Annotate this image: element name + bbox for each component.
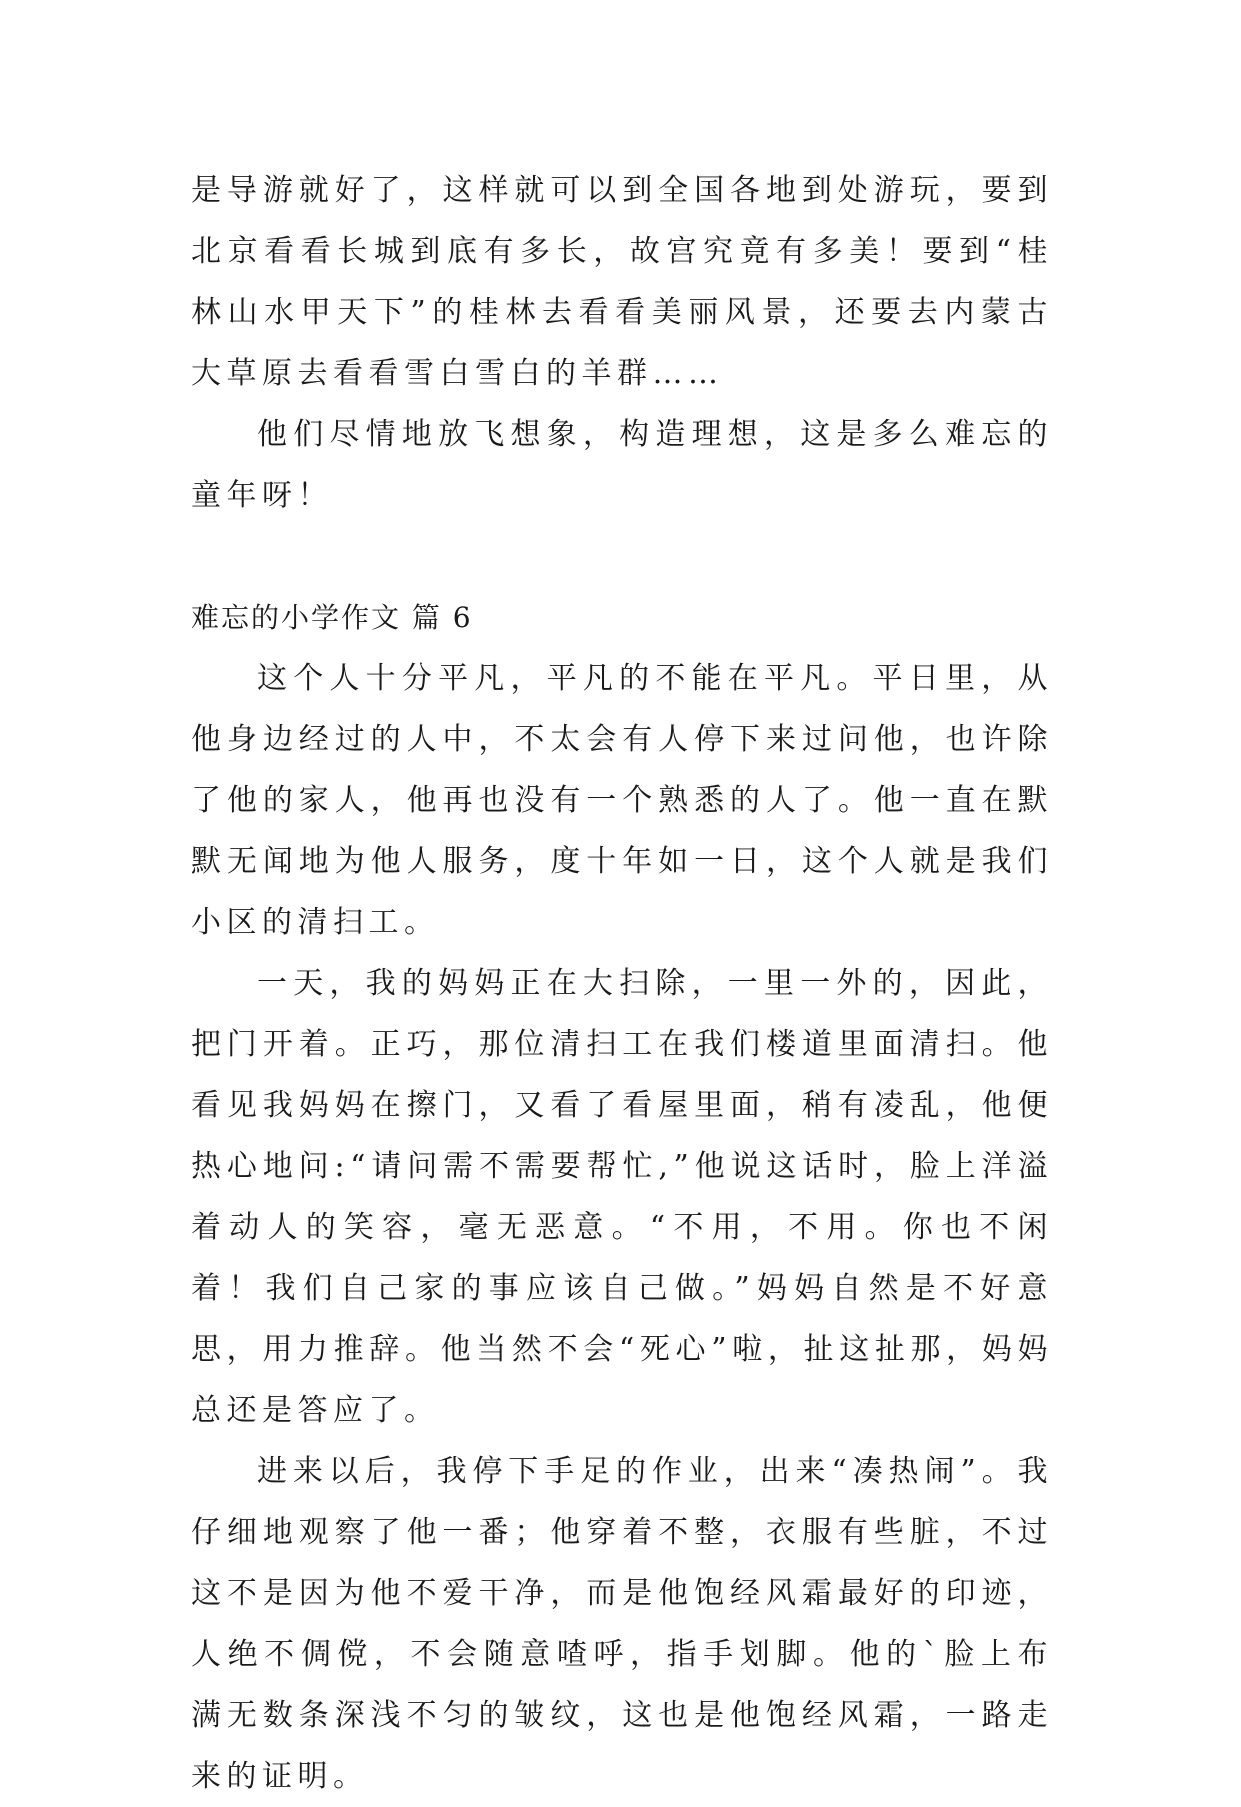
paragraph: 这个人十分平凡，平凡的不能在平凡。平日里，从他身边经过的人中，不太会有人停下来过问他，也许除了他的家人，他再也没有一个熟悉的人了。他一直在默默无闻地为他人服务，度十年如一日，这个人就是我们小区的清扫工。: [191, 661, 1053, 940]
document-body: [191, 160, 1053, 1807]
paragraph: 一天，我的妈妈正在大扫除，一里一外的，因此，把门开着。正巧，那位清扫工在我们楼道里面清扫。他看见我妈妈在擦门，又看了看屋里面，稍有凌乱，他便热心地问:“请问需不需要帮忙,”他说这话时，脸上洋溢着动人的笑容，毫无恶意。“不用，不用。你也不闲着！我们自己家的事应该自己做。”妈妈自然是不好意思，用力推辞。他当然不会“死心”啦，扯这扯那，妈妈总还是答应了。: [191, 966, 1053, 1428]
paragraph-continued: 是导游就好了，这样就可以到全国各地到处游玩，要到北京看看长城到底有多长，故宫究竟有多美！要到“桂林山水甲天下”的桂林去看看美丽风景，还要去内蒙古大草原去看看雪白雪白的羊群……: [191, 173, 1053, 391]
paragraph: 他们尽情地放飞想象，构造理想，这是多么难忘的童年呀！: [191, 417, 1053, 513]
section-gap: [191, 526, 1053, 587]
section-heading: 难忘的小学作文 篇 6: [191, 601, 473, 634]
paragraph: 进来以后，我停下手足的作业，出来“凑热闹”。我仔细地观察了他一番；他穿着不整，衣服有些脏，不过这不是因为他不爱干净，而是他饱经风霜最好的印迹，人绝不倜傥，不会随意喳呼，指手划脚。他的`脸上布满无数条深浅不匀的皱纹，这也是他饱经风霜，一路走来的证明。: [191, 1454, 1053, 1794]
